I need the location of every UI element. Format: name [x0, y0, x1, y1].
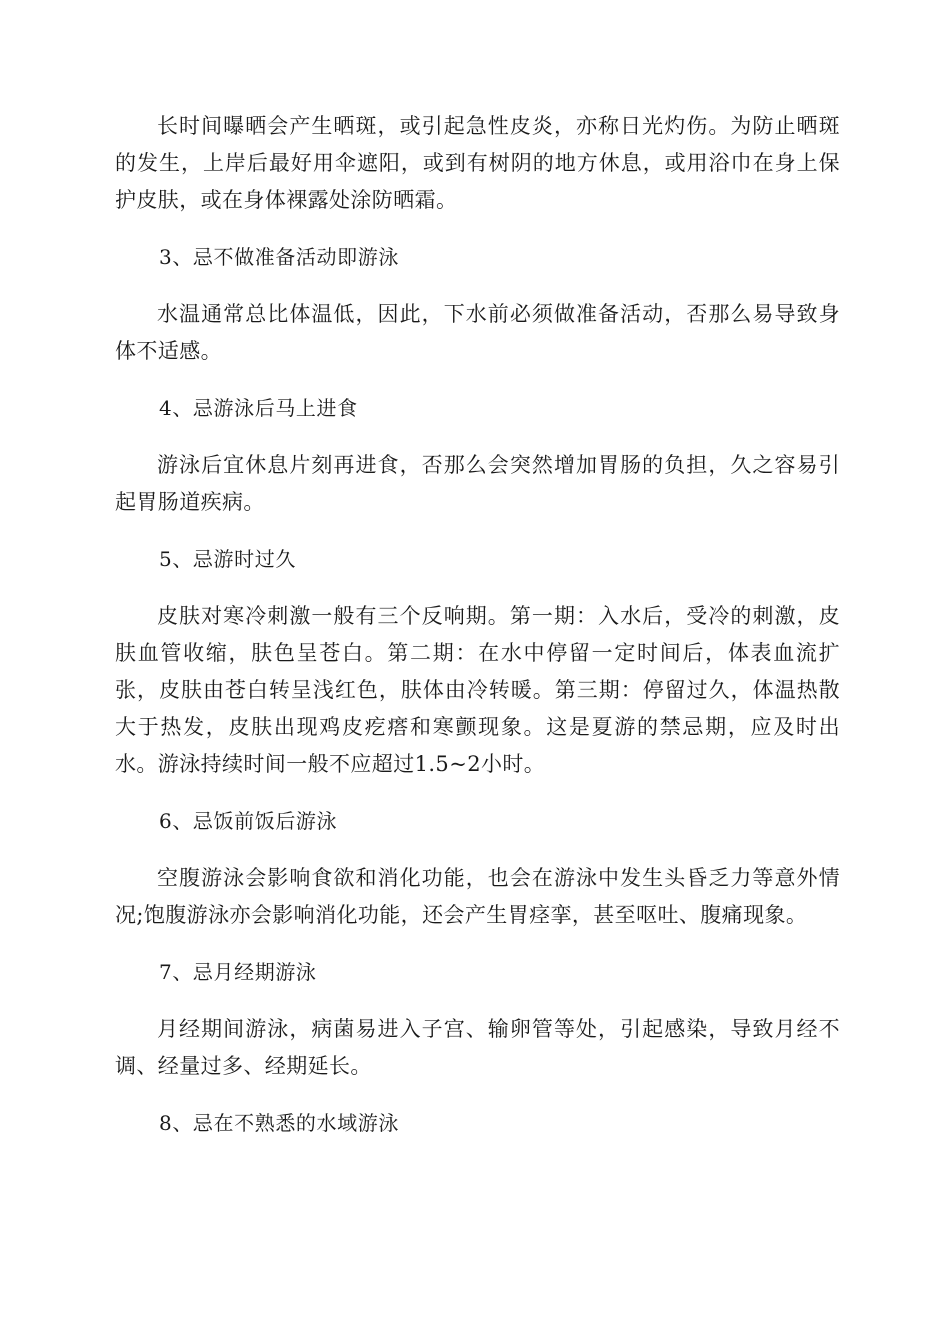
heading-too-long: 5、忌游时过久 — [159, 547, 296, 571]
paragraph-eating-after: 游泳后宜休息片刻再进食，否那么会突然增加胃肠的负担，久之容易引起胃肠道疾病。 — [115, 453, 840, 514]
paragraph-meals: 空腹游泳会影响食欲和消化功能，也会在游泳中发生头昏乏力等意外情况;饱腹游泳亦会影响消化功能，还会产生胃痉挛，甚至呕吐、腹痛现象。 — [115, 866, 840, 927]
heading-meals: 6、忌饭前饭后游泳 — [159, 809, 338, 833]
paragraph-too-long: 皮肤对寒冷刺激一般有三个反响期。第一期：入水后，受冷的刺激，皮肤血管收缩，肤色呈苍白。第二期：在水中停留一定时间后，体表血流扩张，皮肤由苍白转呈浅红色，肤体由冷转暖。第三期：停留过久，体温热散大于热发，皮肤出现鸡皮疙瘩和寒颤现象。这是夏游的禁忌期，应及时出水。游泳持续时间一般不应超过1.5~2小时。 — [115, 604, 840, 776]
heading-unfamiliar-water: 8、忌在不熟悉的水域游泳 — [159, 1111, 399, 1135]
heading-eating-after: 4、忌游泳后马上进食 — [159, 396, 358, 420]
document-page — [115, 108, 840, 1142]
paragraph-menstruation: 月经期间游泳，病菌易进入子宫、输卵管等处，引起感染，导致月经不调、经量过多、经期延长。 — [115, 1017, 840, 1078]
paragraph-warmup: 水温通常总比体温低，因此，下水前必须做准备活动，否那么易导致身体不适感。 — [115, 302, 840, 363]
heading-menstruation: 7、忌月经期游泳 — [159, 960, 317, 984]
heading-warmup: 3、忌不做准备活动即游泳 — [159, 245, 399, 269]
paragraph-sunburn: 长时间曝晒会产生晒斑，或引起急性皮炎，亦称日光灼伤。为防止晒斑的发生，上岸后最好用伞遮阳，或到有树阴的地方休息，或用浴巾在身上保护皮肤，或在身体裸露处涂防晒霜。 — [115, 114, 840, 212]
